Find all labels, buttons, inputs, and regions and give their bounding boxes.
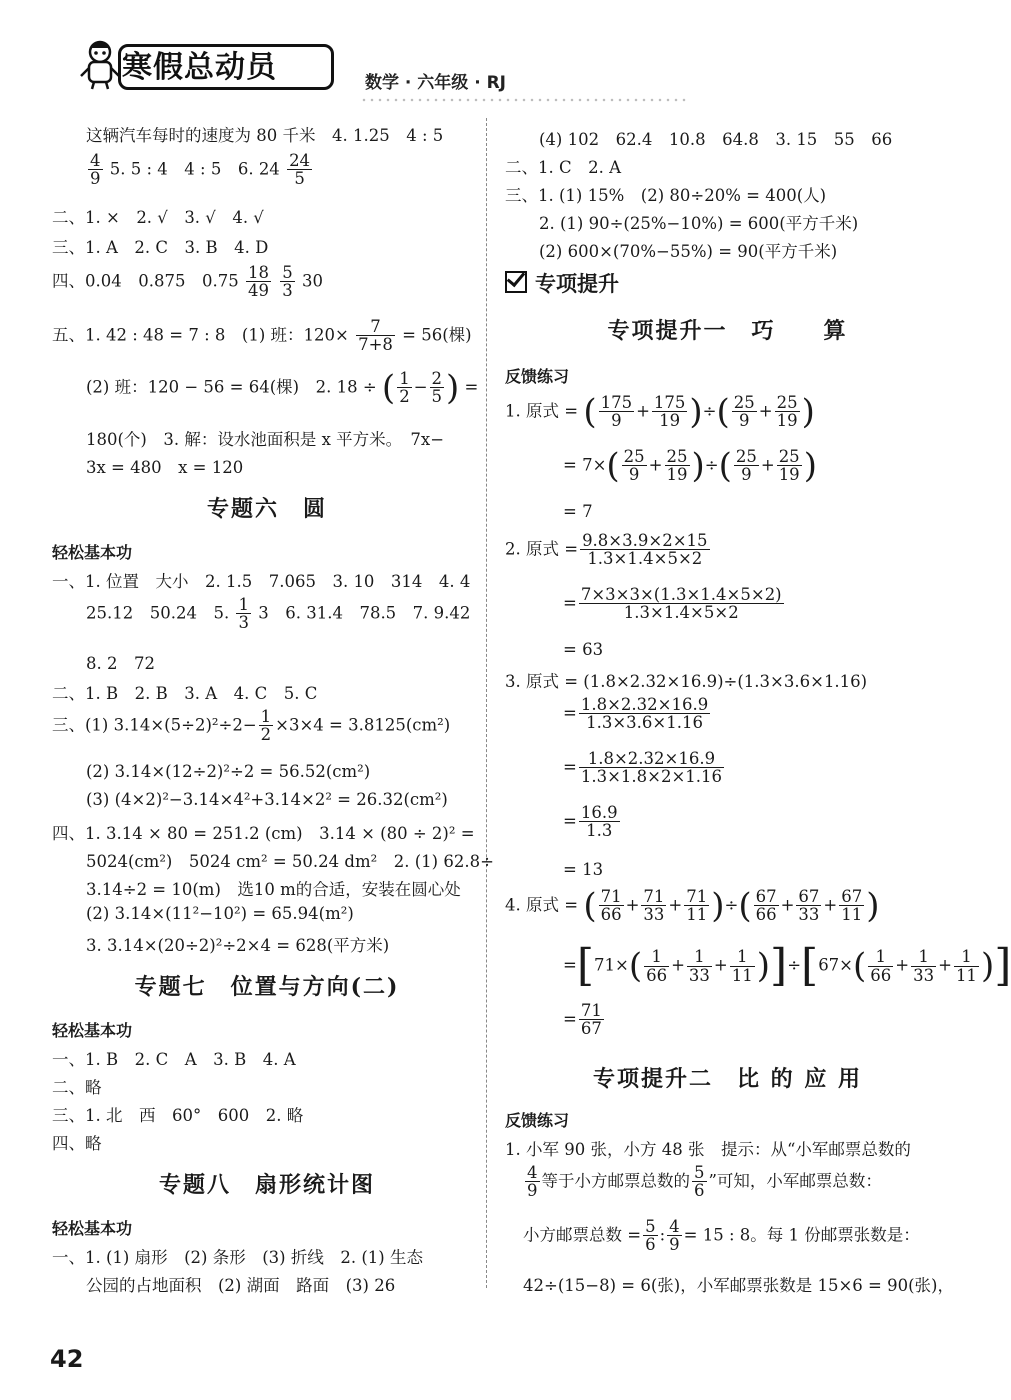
fraction: $\frac{4}{9}$ (669, 1217, 680, 1255)
answer-line: 1. 小军 90 张，小方 48 张 提示：从“小军邮票总数的 (505, 1140, 911, 1159)
section-title: 专题七 位置与方向(二) (134, 974, 400, 1000)
mascot-icon (78, 38, 122, 90)
answer-line: (4) 102 62.4 10.8 64.8 3. 15 55 66 (539, 130, 893, 149)
answer-line: 四、0.04 0.875 0.75 $\frac{18}{49}$ $\frac{5}{3}$ 30 (52, 263, 323, 301)
fraction: $\frac{1}{2}$ (399, 369, 410, 407)
answer-line: 3x = 480 x = 120 (86, 458, 244, 477)
equation-line: =[71×( $\frac{1}{66}$ + $\frac{1}{33}$ + $\frac{1}{11}$ )]÷[67×( $\frac{1}{66}$ + $\frac{1}{33}$ + $\frac{1}{11}$ )] (563, 940, 1011, 991)
fraction: $\frac{25}{19}$ (776, 393, 798, 431)
fraction: $\frac{175}{19}$ (653, 393, 686, 431)
page-number: 42 (50, 1345, 84, 1373)
equation-line: 4. 原式 = ( $\frac{71}{66}$ + $\frac{71}{33}$ + $\frac{71}{11}$ )÷( $\frac{67}{66}$ + $\frac{67}{33}$ + $\frac{67}{11}$ ) (505, 885, 880, 926)
equation-line: = $\frac{1.8\times 2.32\times 16.9}{1.3\times 1.8\times 2\times 1.16}$ (563, 749, 723, 787)
checkbox-icon (505, 271, 527, 293)
answer-line: (2) 3.14×(11²−10²) = 65.94(m²) (86, 904, 354, 923)
answer-line: 2. (1) 90÷(25%−10%) = 600(平方千米) (539, 214, 859, 233)
fraction: $\frac{67}{33}$ (798, 887, 820, 925)
equation-line: = $\frac{16.9}{1.3}$ (563, 803, 618, 841)
column-divider (486, 118, 487, 1288)
subject-line: 数学 · 六年级 · RJ (365, 73, 507, 93)
equation-line: = $\frac{71}{67}$ (563, 1001, 602, 1039)
answer-line: 公园的占地面积 (2) 湖面 路面 (3) 26 (86, 1276, 396, 1295)
fraction: $\frac{1}{66}$ (870, 947, 892, 985)
brand-title: 寒假总动员 (122, 50, 277, 85)
fraction: $\frac{71}{33}$ (643, 887, 665, 925)
fraction: $\frac{2}{5}$ (431, 369, 443, 407)
fraction: $\frac{1.8\times 2.32\times 16.9}{1.3\times 3.6\times 1.16}$ (580, 695, 709, 733)
fraction: $\frac{4}{9}$ (527, 1163, 538, 1201)
answer-line: 3.14÷2 = 10(m) 选10 m的合适，安装在圆心处 (86, 880, 461, 899)
section-title: 专题八 扇形统计图 (158, 1172, 375, 1198)
subsection-label: 轻松基本功 (52, 543, 133, 562)
equation-line: 3. 原式 = (1.8×2.32×16.9)÷(1.3×3.6×1.16) (505, 672, 868, 691)
fraction: $\frac{71}{11}$ (686, 887, 708, 925)
fraction: $\frac{18}{49}$ (247, 263, 269, 301)
header-dots (360, 96, 690, 104)
answer-line: 一、1. (1) 扇形 (2) 条形 (3) 折线 2. (1) 生态 (52, 1248, 423, 1267)
equation-line: = 7×( $\frac{25}{9}$ + $\frac{25}{19}$ )÷( $\frac{25}{9}$ + $\frac{25}{19}$ ) (563, 445, 817, 486)
fraction: $\frac{25}{19}$ (666, 447, 688, 485)
fraction: $\frac{1}{33}$ (913, 947, 935, 985)
answer-line: 二、1. C 2. A (505, 158, 622, 177)
equation-line: 2. 原式 = $\frac{9.8\times 3.9\times 2\times 15}{1.3\times 1.4\times 5\times 2}$ (505, 531, 708, 569)
fraction: $\frac{175}{9}$ (600, 393, 633, 431)
special-improve-heading: 专项提升 (505, 268, 619, 298)
fraction: $\frac{1}{66}$ (646, 947, 668, 985)
fraction: $\frac{71}{66}$ (600, 887, 622, 925)
answer-line: 42÷(15−8) = 6(张)，小军邮票张数是 15×6 = 90(张)， (523, 1276, 954, 1295)
equation-line: = 13 (563, 860, 604, 879)
answer-line: $\frac{4}{9}$ 5. 5 : 4 4 : 5 6. 24 $\frac{24}{5}$ (90, 151, 311, 189)
answer-line: 三、1. 北 西 60° 600 2. 略 (52, 1106, 304, 1125)
answer-line: 180(个) 3. 解：设水池面积是 x 平方米。 7x− (86, 430, 445, 449)
answer-line: 三、1. A 2. C 3. B 4. D (52, 238, 269, 257)
fraction: $\frac{7\times 3\times 3\times(1.3\times 1.4\times 5\times 2)}{1.3\times 1.4\times 5\times 2}$ (580, 585, 782, 623)
answer-line: 二、1. × 2. √ 3. √ 4. √ (52, 208, 264, 227)
fraction: $\frac{16.9}{1.3}$ (580, 803, 618, 841)
subsection-label: 轻松基本功 (52, 1021, 133, 1040)
equation-line: = 63 (563, 640, 604, 659)
answer-line: 25.12 50.24 5. $\frac{1}{3}$ 3 6. 31.4 78.5 7. 9.42 (86, 595, 471, 633)
fraction: $\frac{67}{66}$ (755, 887, 777, 925)
equation-line: 1. 原式 = ( $\frac{175}{9}$ + $\frac{175}{19}$ )÷( $\frac{25}{9}$ + $\frac{25}{19}$ ) (505, 391, 815, 432)
answer-line: $\frac{4}{9}$ 等于小方邮票总数的 $\frac{5}{6}$ ”可知，小军邮票总数： (527, 1163, 882, 1201)
equation-line: = $\frac{1.8\times 2.32\times 16.9}{1.3\times 3.6\times 1.16}$ (563, 695, 709, 733)
section-title: 专项提升二 比 的 应 用 (593, 1066, 862, 1092)
fraction: $\frac{1}{33}$ (688, 947, 710, 985)
fraction: $\frac{9.8\times 3.9\times 2\times 15}{1.3\times 1.4\times 5\times 2}$ (582, 531, 708, 569)
answer-line: 8. 2 72 (86, 654, 155, 673)
answer-line: (2) 班：120 − 56 = 64(棵) 2. 18 ÷ ( $\frac{1}{2}$ − $\frac{2}{5}$ ) = (86, 367, 479, 408)
answer-line: 三、1. (1) 15% (2) 80÷20% = 400(人) (505, 186, 827, 205)
equation-line: = 7 (563, 502, 593, 521)
fraction: $\frac{1}{3}$ (238, 595, 249, 633)
answer-line: (2) 3.14×(12÷2)²÷2 = 56.52(cm²) (86, 762, 371, 781)
answer-line: 二、1. B 2. B 3. A 4. C 5. C (52, 684, 318, 703)
fraction: $\frac{1}{11}$ (955, 947, 977, 985)
answer-line: 二、略 (52, 1078, 102, 1097)
fraction: $\frac{25}{19}$ (778, 447, 800, 485)
answer-line: 三、(1) 3.14×(5÷2)²÷2− $\frac{1}{2}$ ×3×4 = 3.8125(cm²) (52, 707, 451, 745)
answer-line: 四、略 (52, 1134, 102, 1153)
section-title: 专项提升一 巧 算 (607, 318, 848, 344)
answer-line: 5024(cm²) 5024 cm² = 50.24 dm² 2. (1) 62.8÷ (86, 852, 494, 871)
answer-line: 这辆汽车每时的速度为 80 千米 4. 1.25 4 : 5 (86, 126, 444, 145)
fraction: $\frac{4}{9}$ (90, 151, 101, 189)
fraction: $\frac{25}{9}$ (735, 447, 757, 485)
subsection-label: 反馈练习 (505, 367, 570, 386)
fraction: $\frac{25}{9}$ (623, 447, 645, 485)
answer-line: 小方邮票总数 = $\frac{5}{6}$ : $\frac{4}{9}$ = 15 : 8。每 1 份邮票张数是： (523, 1217, 920, 1255)
subsection-label: 轻松基本功 (52, 1219, 133, 1238)
fraction: $\frac{1}{2}$ (260, 707, 272, 745)
answer-line: 一、1. 位置 大小 2. 1.5 7.065 3. 10 314 4. 4 (52, 572, 471, 591)
fraction: $\frac{67}{11}$ (841, 887, 863, 925)
equation-line: = $\frac{7\times 3\times 3\times(1.3\times 1.4\times 5\times 2)}{1.3\times 1.4\times 5\times 2}$ (563, 585, 782, 623)
subsection-label: 反馈练习 (505, 1111, 570, 1130)
fraction: $\frac{5}{6}$ (694, 1163, 705, 1201)
section-title: 专题六 圆 (206, 496, 327, 522)
answer-line: (2) 600×(70%−55%) = 90(平方千米) (539, 242, 838, 261)
answer-line: 四、1. 3.14 × 80 = 251.2 (cm) 3.14 × (80 ÷ 2)² = (52, 824, 475, 843)
page-header (60, 32, 940, 102)
fraction: $\frac{1.8\times 2.32\times 16.9}{1.3\times 1.8\times 2\times 1.16}$ (580, 749, 723, 787)
fraction: $\frac{24}{5}$ (289, 151, 311, 189)
answer-line: 五、1. 42 : 48 = 7 : 8 (1) 班：120× $\frac{7}{7+8}$ = 56(棵) (52, 317, 472, 355)
fraction: $\frac{71}{67}$ (580, 1001, 602, 1039)
fraction: $\frac{5}{3}$ (282, 263, 293, 301)
answer-line: (3) (4×2)²−3.14×4²+3.14×2² = 26.32(cm²) (86, 790, 448, 809)
answer-line: 3. 3.14×(20÷2)²÷2×4 = 628(平方米) (86, 936, 390, 955)
fraction: $\frac{5}{6}$ (645, 1217, 656, 1255)
fraction: $\frac{7}{7+8}$ (358, 317, 393, 355)
fraction: $\frac{25}{9}$ (733, 393, 755, 431)
answer-line: 一、1. B 2. C A 3. B 4. A (52, 1050, 296, 1069)
fraction: $\frac{1}{11}$ (731, 947, 753, 985)
